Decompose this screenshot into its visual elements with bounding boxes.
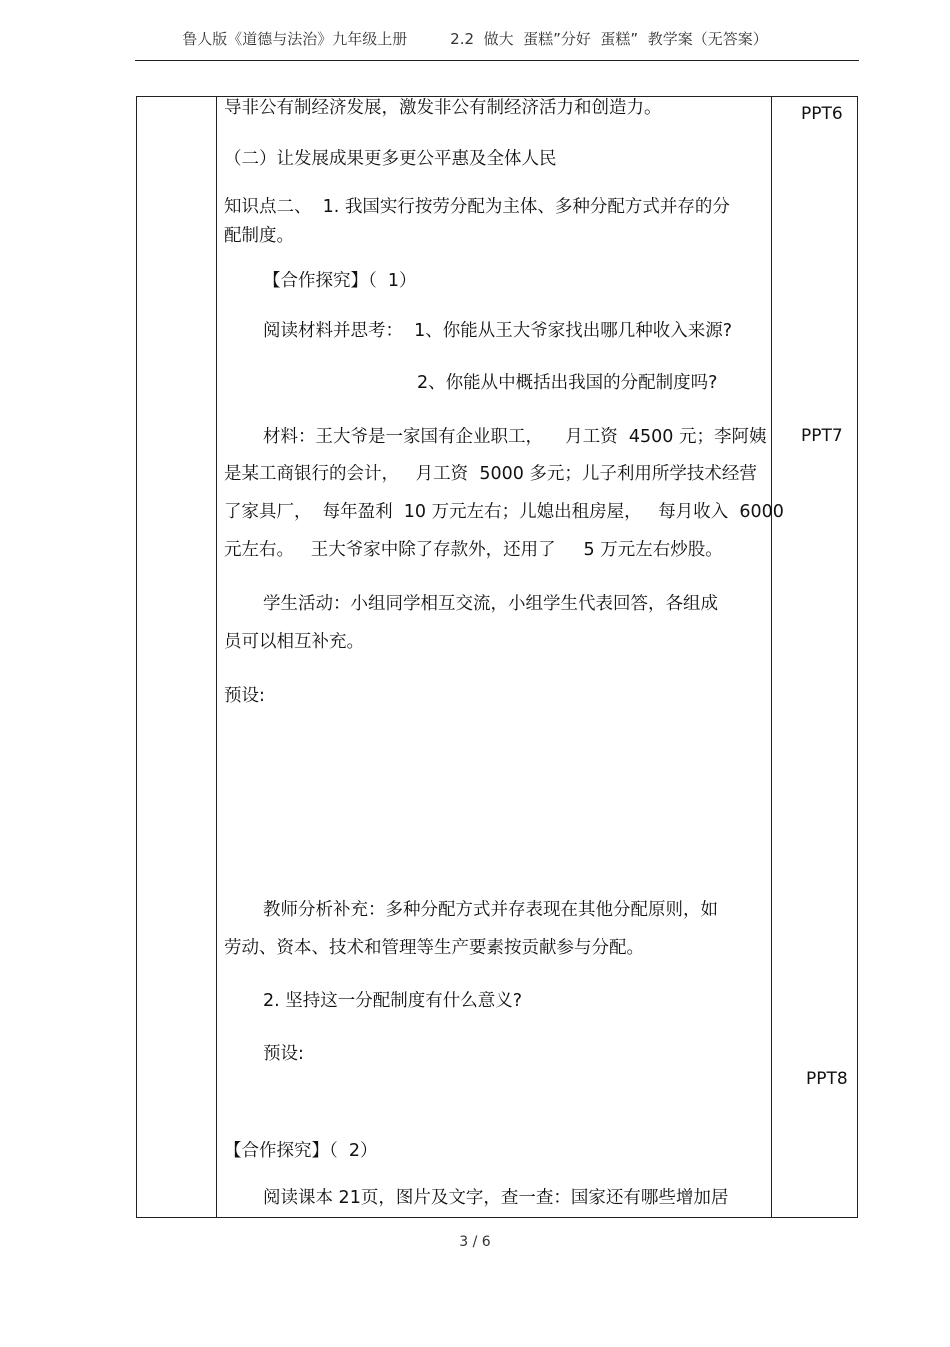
question-line: 阅读材料并思考： 1、你能从王大爷家找出哪几种收入来源? — [263, 321, 733, 341]
student-activity-line: 学生活动：小组同学相互交流，小组学生代表回答，各组成 — [263, 594, 718, 614]
student-activity-line: 员可以相互补充。 — [224, 632, 364, 652]
header-divider — [135, 60, 859, 61]
material-line: 材料：王大爷是一家国有企业职工， 月工资 4500 元；李阿姨 — [263, 427, 767, 447]
activity-heading: 【合作探究】（ 1） — [263, 271, 417, 291]
teacher-analysis-line: 教师分析补充：多种分配方式并存表现在其他分配原则，如 — [263, 900, 718, 920]
preset-label: 预设: — [224, 686, 265, 706]
column-divider-right — [771, 97, 772, 1217]
preset-label: 预设: — [263, 1044, 304, 1064]
material-line: 了家具厂， 每年盈利 10 万元左右；儿媳出租房屋， 每月收入 6000 — [224, 502, 784, 522]
material-line: 元左右。 王大爷家中除了存款外，还用了 5 万元左右炒股。 — [224, 540, 723, 560]
activity-heading: 【合作探究】（ 2） — [224, 1141, 378, 1161]
ppt-label: PPT6 — [801, 104, 843, 124]
content-line: 配制度。 — [224, 226, 294, 246]
teacher-analysis-line: 劳动、资本、技术和管理等生产要素按贡献参与分配。 — [224, 938, 644, 958]
page-header: 鲁人版《道德与法治》九年级上册 2.2 做大 蛋糕”分好 蛋糕” 教学案（无答案） — [182, 30, 768, 48]
question-line: 2、你能从中概括出我国的分配制度吗? — [417, 373, 718, 393]
material-line: 是某工商银行的会计， 月工资 5000 多元；儿子利用所学技术经营 — [224, 464, 757, 484]
knowledge-point-heading: 知识点二、 1. 我国实行按劳分配为主体、多种分配方式并存的分 — [224, 197, 730, 217]
question-line: 2. 坚持这一分配制度有什么意义? — [263, 991, 523, 1011]
ppt-label: PPT7 — [801, 426, 843, 446]
content-line: 导非公有制经济发展，激发非公有制经济活力和创造力。 — [224, 98, 662, 118]
ppt-label: PPT8 — [806, 1069, 848, 1089]
page-number: 3 / 6 — [459, 1234, 491, 1250]
content-line: 阅读课本 21页，图片及文字，查一查：国家还有哪些增加居 — [263, 1188, 729, 1208]
lesson-table — [136, 96, 858, 1218]
column-divider-left — [216, 97, 217, 1217]
section-heading: （二）让发展成果更多更公平惠及全体人民 — [224, 149, 557, 169]
